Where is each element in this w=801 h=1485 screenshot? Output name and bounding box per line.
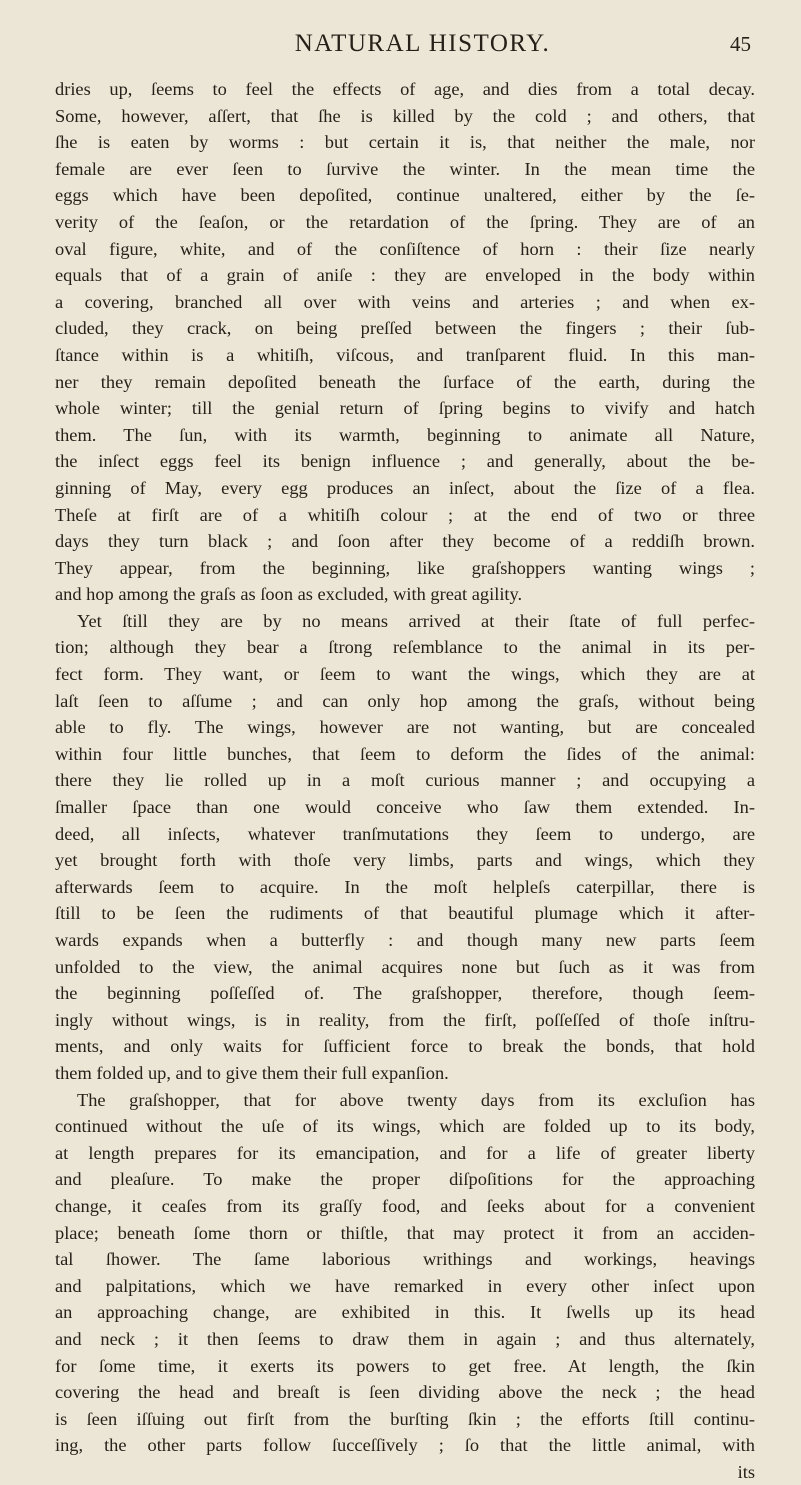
text-line: and palpitations, which we have remarked in every other inſect upon — [55, 1275, 755, 1296]
text-line: and hop among the graſs as ſoon as excluded, with great agility. — [55, 584, 523, 605]
text-line: yet brought forth with thoſe very limbs, parts and wings, which they — [55, 850, 755, 871]
text-line: able to fly. The wings, however are not wanting, but are concealed — [55, 717, 755, 738]
text-line: for ſome time, it exerts its powers to get free. At length, the ſkin — [55, 1355, 755, 1376]
text-line: change, it ceaſes from its graſſy food, and ſeeks about for a convenient — [55, 1195, 755, 1216]
text-line: the inſect eggs feel its benign influence ; and generally, about the be- — [55, 451, 755, 472]
text-line: eggs which have been depoſited, continue unaltered, either by the ſe- — [55, 185, 755, 206]
catchword: its — [737, 1461, 755, 1482]
text-line: unfolded to the view, the animal acquires none but ſuch as it was from — [55, 956, 755, 977]
text-line: whole winter; till the genial return of ſpring begins to vivify and hatch — [55, 398, 755, 419]
text-line: dries up, ſeems to feel the effects of age, and dies from a total decay. — [55, 79, 755, 99]
text-line: female are ever ſeen to ſurvive the winter. In the mean time the — [55, 158, 755, 179]
text-line: ſtill to be ſeen the rudiments of that beautiful plumage which it after- — [55, 903, 755, 924]
text-line: Theſe at firſt are of a whitiſh colour ; at the end of two or three — [55, 504, 755, 525]
text-line: covering the head and breaſt is ſeen dividing above the neck ; the head — [55, 1382, 755, 1403]
text-line: afterwards ſeem to acquire. In the moſt helpleſs caterpillar, there is — [55, 876, 755, 897]
text-line: fect form. They want, or ſeem to want the wings, which they are at — [55, 664, 755, 685]
text-line: and pleaſure. To make the proper diſpoſitions for the approaching — [55, 1169, 755, 1190]
text-line: ſmaller ſpace than one would conceive who ſaw them extended. In- — [55, 797, 755, 818]
text-line: a covering, branched all over with veins and arteries ; and when ex- — [55, 291, 755, 312]
text-line: continued without the uſe of its wings, which are folded up to its body, — [55, 1116, 755, 1137]
body-text — [55, 76, 755, 1485]
text-line: the beginning poſſeſſed of. The graſshopper, therefore, though ſeem- — [55, 983, 755, 1004]
page-number: 45 — [730, 32, 751, 56]
text-line: Yet ſtill they are by no means arrived at their ſtate of full perfec- — [77, 610, 755, 631]
text-line: an approaching change, are exhibited in this. It ſwells up its head — [55, 1302, 755, 1323]
text-line: there they lie rolled up in a moſt curious manner ; and occupying a — [55, 770, 755, 791]
text-line: Some, however, aſſert, that ſhe is killed by the cold ; and others, that — [55, 105, 755, 126]
running-head — [55, 30, 755, 60]
text-line: tal ſhower. The ſame laborious writhings and workings, heavings — [55, 1249, 755, 1270]
text-line: equals that of a grain of aniſe : they are enveloped in the body within — [55, 265, 755, 286]
text-line: within four little bunches, that ſeem to deform the ſides of the animal: — [55, 743, 755, 764]
text-line: ingly without wings, is in reality, from the firſt, poſſeſſed of thoſe inſtru- — [55, 1009, 755, 1030]
text-line: them. The ſun, with its warmth, beginning to animate all Nature, — [55, 424, 755, 445]
text-line: days they turn black ; and ſoon after they become of a reddiſh brown. — [55, 531, 755, 552]
text-line: verity of the ſeaſon, or the retardation of the ſpring. They are of an — [55, 211, 755, 232]
text-line: them folded up, and to give them their full expanſion. — [55, 1062, 449, 1083]
text-line: deed, all inſects, whatever tranſmutations they ſeem to undergo, are — [55, 823, 755, 844]
text-line: They appear, from the beginning, like graſshoppers wanting wings ; — [55, 557, 755, 578]
text-line: ſtance within is a whitiſh, viſcous, and tranſparent fluid. In this man- — [55, 344, 755, 365]
text-line: at length prepares for its emancipation, and for a life of greater liberty — [55, 1142, 755, 1163]
running-title: NATURAL HISTORY. — [294, 30, 551, 57]
text-line: tion; although they bear a ſtrong reſemblance to the animal in its per- — [55, 637, 755, 658]
text-line: oval figure, white, and of the conſiſtence of horn : their ſize nearly — [55, 238, 755, 259]
text-line: cluded, they crack, on being preſſed between the fingers ; their ſub- — [55, 318, 755, 339]
text-line: ing, the other parts follow ſucceſſively ; ſo that the little animal, with — [55, 1435, 755, 1456]
text-line: ner they remain depoſited beneath the ſurface of the earth, during the — [55, 371, 755, 392]
text-line: ginning of May, every egg produces an inſect, about the ſize of a flea. — [55, 477, 755, 498]
text-line: and neck ; it then ſeems to draw them in again ; and thus alternately, — [55, 1328, 755, 1349]
text-line: The graſshopper, that for above twenty days from its excluſion has — [77, 1089, 755, 1110]
text-line: wards expands when a butterfly : and though many new parts ſeem — [55, 930, 755, 950]
text-line: ments, and only waits for ſufficient force to break the bonds, that hold — [55, 1036, 755, 1057]
text-line: ſhe is eaten by worms : but certain it is, that neither the male, nor — [55, 132, 755, 153]
text-line: place; beneath ſome thorn or thiſtle, that may protect it from an acciden- — [55, 1222, 755, 1243]
text-line: laſt ſeen to aſſume ; and can only hop among the graſs, without being — [55, 690, 755, 711]
text-line: is ſeen iſſuing out firſt from the burſting ſkin ; the efforts ſtill continu- — [55, 1408, 755, 1429]
